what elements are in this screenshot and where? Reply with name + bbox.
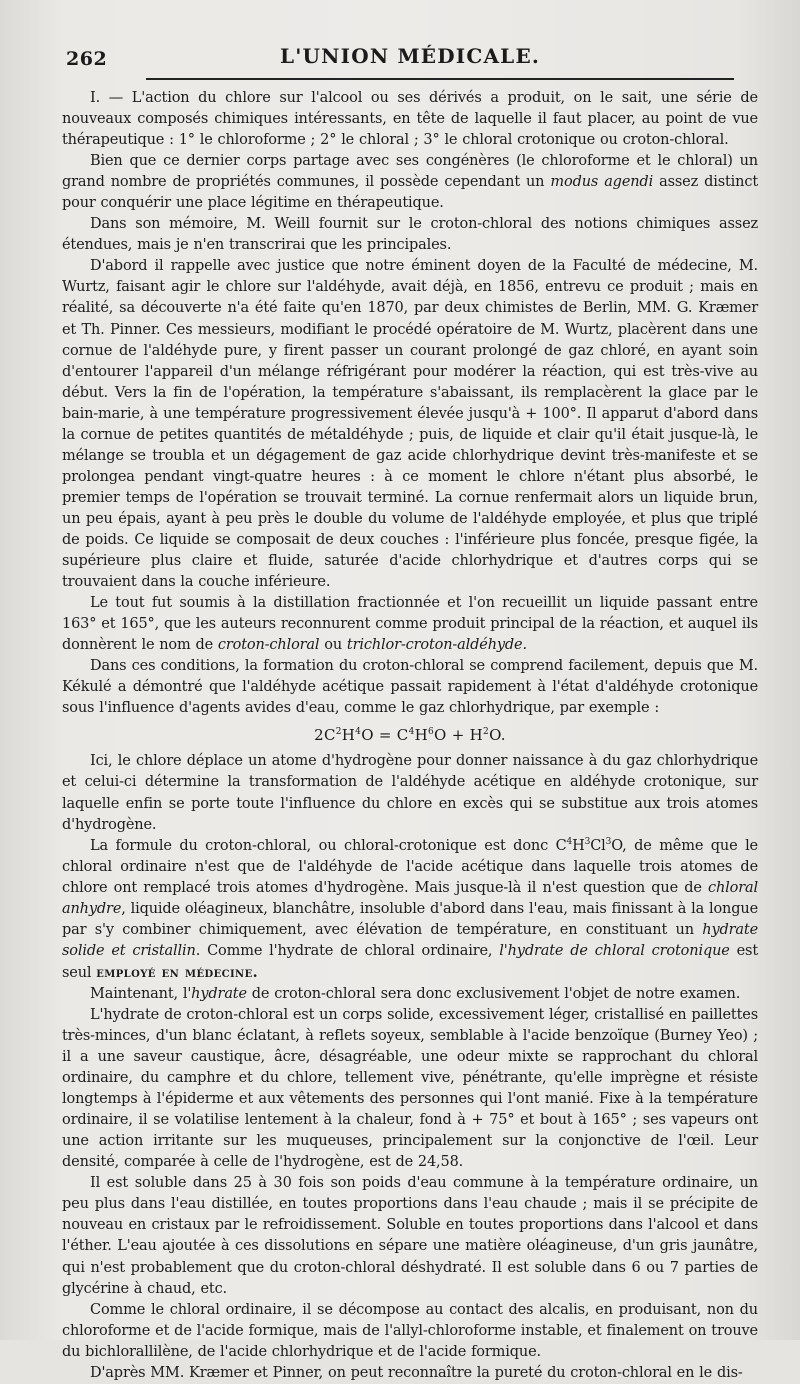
formula-part: H <box>341 726 356 745</box>
formula-part: H <box>572 837 585 854</box>
formula-superscript: 4 <box>408 727 415 738</box>
formula-part: O <box>611 837 623 854</box>
formula-part: O = C <box>361 726 409 745</box>
text-run: , de même que le chloral ordinaire n'est que de l'aldéhyde de l'acide acétique dans laquelle trois atomes de chlore ont remplacé trois atomes d'hydrogène. Mais jusque-là il n'est question que de <box>62 837 758 896</box>
formula-superscript: 4 <box>355 727 362 738</box>
page-number: 262 <box>66 48 108 70</box>
italic-term: trichlor-croton-aldéhyde. <box>346 637 527 654</box>
croton-formula <box>556 838 623 854</box>
paragraph-maintenant <box>62 984 758 1005</box>
text-run: assez distinct pour conquérir une place légitime en thérapeutique. <box>62 174 758 212</box>
paragraph-chlore: Ici, le chlore déplace un atome d'hydrogène pour donner naissance à du gaz chlorhydrique et celui-ci détermine la transformation de l'aldéhyde acétique en aldéhyde crotonique, sur laquelle enfin se porte toute l'influence du chlore en excès qui se substitue aux trois atomes d'hydrogène. <box>62 753 758 833</box>
text-run: de croton-chloral sera donc exclusivement l'objet de notre examen. <box>246 985 741 1002</box>
paragraph-proprietes: L'hydrate de croton-chloral est un corps solide, excessivement léger, cristallisé en paillettes très-minces, d'un blanc éclatant, à reflets soyeux, semblable à l'acide benzoïque (Burney Yeo) ; il a une saveur caustique, âcre, désagréable, une odeur mixte se rapprochant du chloral ordinaire, du camphre et du chlore, tellement vive, pénétrante, qu'elle imprègne et résiste longtemps à l'épiderme et aux vêtements des personnes qui l'ont manié. Fixe à la température ordinaire, il se volatilise lentement à la chaleur, fond à + 75° et bout à 165° ; ses vapeurs ont une action irritante sur les muqueuses, principalement sur la conjonctive de l'œil. Leur densité, comparée à celle de l'hydrogène, est de 24,58. <box>62 1006 758 1171</box>
text-run: ou <box>319 637 347 654</box>
italic-term: l'hydrate de chloral crotonique <box>499 942 730 959</box>
chemical-equation <box>62 722 758 748</box>
paragraph-purete: D'après MM. Kræmer et Pinner, on peut reconnaître la pureté du croton-chloral en le dis- <box>90 1364 743 1381</box>
smallcaps-term: employé en médecine. <box>96 963 259 981</box>
paragraph-modus <box>62 151 758 214</box>
formula-superscript: 2 <box>483 727 490 738</box>
text-run: , liquide oléagineux, blanchâtre, insoluble d'abord dans l'eau, mais finissant à la longue par s'y combiner chimiquement, avec élévation de température, en constituant un <box>62 900 758 938</box>
italic-term: hydrate <box>191 985 247 1002</box>
page-header <box>62 40 758 76</box>
formula-part: O. <box>489 726 506 745</box>
paragraph-formule <box>62 836 758 984</box>
italic-term: chloral anhydre <box>62 879 758 917</box>
paragraph-alcalis: Comme le chloral ordinaire, il se décompose au contact des alcalis, en produisant, non du chloroforme et de l'acide formique, mais de l'allyl-chloroforme instable, et finalement on trouve du bichlorallilène, de l'acide chlorhydrique et de l'acide formique. <box>62 1301 758 1360</box>
paragraph-memoire: Dans son mémoire, M. Weill fournit sur le croton-chloral des notions chimiques assez étendues, mais je n'en transcrirai que les principales. <box>62 216 758 254</box>
italic-term: modus agendi <box>550 174 654 191</box>
text-run: Le tout fut soumis à la distillation fractionnée et l'on recueillit un liquide passant entre 163° et 165°, que les auteurs reconnurent comme produit principal de la réaction, et auquel ils donnèrent le nom de <box>62 595 758 654</box>
formula-part: C <box>555 837 567 854</box>
formula-part: H <box>414 726 429 745</box>
text-run: . Comme l'hydrate de chloral ordinaire, <box>195 942 500 959</box>
paragraph-history: D'abord il rappelle avec justice que notre éminent doyen de la Faculté de médecine, M. Wurtz, faisant agir le chlore sur l'aldéhyde, avait déjà, en 1856, entrevu ce produit ; mais en réalité, sa découverte n'a été faite qu'en 1870, par deux chimistes de Berlin, MM. G. Kræmer et Th. Pinner. Ces messieurs, modifiant le procédé opératoire de M. Wurtz, placèrent dans une cornue de l'aldéhyde pure, y firent passer un courant prolongé de gaz chloré, en ayant soin d'entourer l'appareil d'un mélange réfrigérant pour modérer la réaction, qui est très-vive au début. Vers la fin de l'opération, la température s'abaissant, ils remplacèrent la glace par le bain-marie, à une température progressivement élevée jusqu'à + 100°. Il apparut d'abord dans la cornue de petites quantités de métaldéhyde ; puis, de liquide et clair qu'il était jusque-là, le mélange se troubla et un dégagement de gaz acide chlorhydrique devint très-manifeste et se prolongea pendant vingt-quatre heures : à ce moment le chlore n'étant plus absorbé, le premier temps de l'opération se trouvait terminé. La cornue renfermait alors un liquide brun, un peu épais, ayant à peu près le double du volume de l'aldéhyde employée, et plus que triplé de poids. Ce liquide se composait de deux couches : l'inférieure plus foncée, presque figée, la supérieure plus claire et fluide, saturée d'acide chlorhydrique et d'autres corps qui se trouvaient dans la couche inférieure. <box>62 258 758 591</box>
italic-term: croton-chloral <box>217 637 320 654</box>
formula-superscript: 6 <box>428 727 435 738</box>
formula-superscript: 2 <box>335 727 342 738</box>
paragraph-kekule: Dans ces conditions, la formation du croton-chloral se comprend facilement, depuis que M. Kékulé a démontré que l'aldéhyde acétique passait rapidement à l'état d'aldéhyde crotonique sous l'influence d'agents avides d'eau, comme le gaz chlorhydrique, par exemple : <box>62 658 758 717</box>
article-body <box>62 88 758 1384</box>
formula-part: O + H <box>434 726 484 745</box>
formula-superscript: 4 <box>566 836 573 847</box>
paragraph-intro: I. — L'action du chlore sur l'alcool ou ses dérivés a produit, on le sait, une série de nouveaux composés chimiques intéressants, en tête de laquelle il faut placer, au point de vue thérapeutique : 1° le chloroforme ; 2° le chloral ; 3° le chloral crotonique ou croton-chloral. <box>62 90 758 149</box>
italic-term: hydrate solide et cristallin <box>62 921 758 959</box>
formula-superscript: 3 <box>584 836 591 847</box>
text-run: est seul <box>62 942 759 981</box>
paragraph-distillation <box>62 593 758 656</box>
header-rule <box>146 78 734 80</box>
formula-part: 2C <box>314 726 336 745</box>
text-run: La formule du croton-chloral, ou chloral-crotonique est donc <box>90 837 556 854</box>
formula-superscript: 3 <box>605 836 612 847</box>
formula-part: Cl <box>590 837 606 854</box>
paragraph-solubilite: Il est soluble dans 25 à 30 fois son poids d'eau commune à la température ordinaire, un peu plus dans l'eau distillée, en toutes proportions dans l'eau chaude ; mais il se précipite de nouveau en cristaux par le refroidissement. Soluble en toutes proportions dans l'alcool et dans l'éther. L'eau ajoutée à ces dissolutions en sépare une matière oléagineuse, d'un gris jaunâtre, qui n'est probablement que du croton-chloral déshydraté. Il est soluble dans 6 ou 7 parties de glycérine à chaud, etc. <box>62 1175 758 1297</box>
text-run: Maintenant, l' <box>90 985 192 1002</box>
running-title: L'UNION MÉDICALE. <box>279 44 541 68</box>
text-run: Bien que ce dernier corps partage avec ses congénères (le chloroforme et le chloral) un grand nombre de propriétés communes, il possède cependant un <box>62 153 758 191</box>
